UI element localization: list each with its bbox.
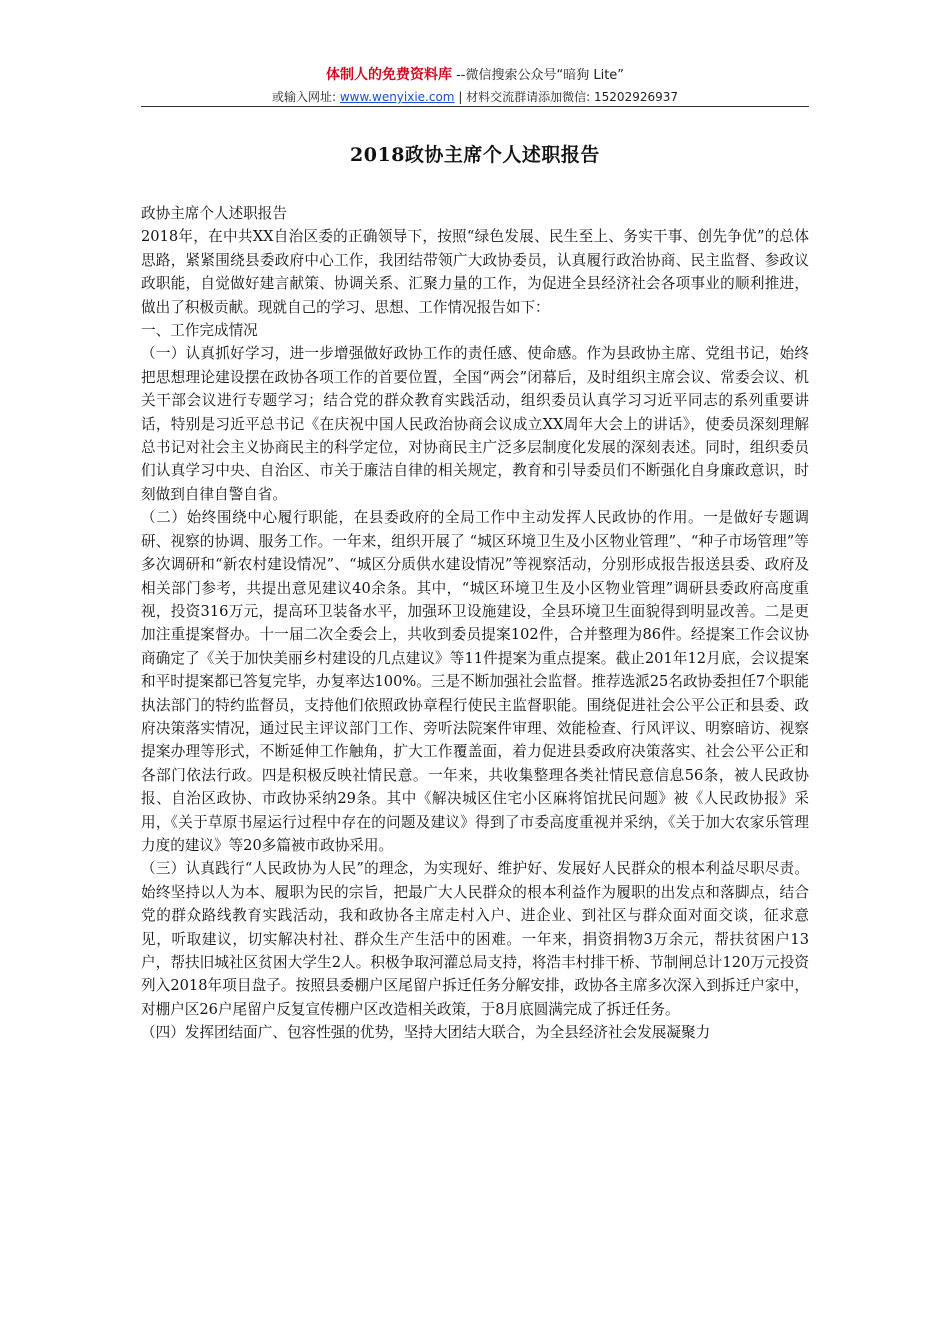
document-title: 2018政协主席个人述职报告: [350, 144, 600, 166]
header-divider: [141, 106, 809, 107]
document-body: [141, 202, 809, 1045]
header-site-link[interactable]: www.wenyixie.com: [339, 90, 455, 104]
section-heading: 一、工作完成情况: [141, 322, 258, 340]
paragraph-item-4: （四）发挥团结面广、包容性强的优势，坚持大团结大联合，为全县经济社会发展凝聚力: [141, 1024, 711, 1042]
watermark-header: [141, 66, 809, 106]
paragraph-intro: 2018年，在中共XX自治区委的正确领导下，按照“绿色发展、民生至上、务实干事、创先争优”的总体思路，紧紧围绕县委政府中心工作，我团结带领广大政协委员，认真履行政治协商、民主监督、参政议政职能，自觉做好建言献策、协调关系、汇聚力量的工作，为促进全县经济社会各项事业的顺利推进，做出了积极贡献。现就自己的学习、思想、工作情况报告如下：: [141, 228, 809, 316]
paragraph-subtitle: 政协主席个人述职报告: [141, 205, 287, 222]
header-line-1: [141, 66, 809, 85]
header-site-prefix: 或输入网址:: [271, 90, 340, 104]
header-line-2: [141, 88, 809, 106]
paragraph-item-2: （二）始终围绕中心履行职能，在县委政府的全局工作中主动发挥人民政协的作用。一是做好专题调研、视察的协调、服务工作。一年来，组织开展了 “城区环境卫生及小区物业管理”、“种子市场管理”等多次调研和“新农村建设情况”、“城区分质供水建设情况”等视察活动，分别形成报告报送县委、政府及相关部门参考，共提出意见建议40余条。其中，“城区环境卫生及小区物业管理”调研县委政府高度重视，投资316万元，提高环卫装备水平，加强环卫设施建设，全县环境卫生面貌得到明显改善。二是更加注重提案督办。十一届二次全委会上，共收到委员提案102件，合并整理为86件。经提案工作会议协商确定了《关于加快美丽乡村建设的几点建议》等11件提案为重点提案。截止201年12月底，会议提案和平时提案都已答复完毕，办复率达100%。三是不断加强社会监督。推荐选派25名政协委担任7个职能执法部门的特约监督员，支持他们依照政协章程行使民主监督职能。围绕促进社会公平公正和县委、政府决策落实情况，通过民主评议部门工作、旁听法院案件审理、效能检查、行风评议、明察暗访、视察提案办理等形式，不断延伸工作触角，扩大工作覆盖面，着力促进县委政府决策落实、社会公平公正和各部门依法行政。四是积极反映社情民意。一年来，共收集整理各类社情民意信息56条，被人民政协报、自治区政协、市政协采纳29条。其中《解决城区住宅小区麻将馆扰民问题》被《人民政协报》采用，《关于草原书屋运行过程中存在的问题及建议》得到了市委高度重视并采纳，《关于加大农家乐管理力度的建议》等20多篇被市政协采用。: [141, 509, 809, 854]
paragraph-item-3: （三）认真践行“人民政协为人民”的理念，为实现好、维护好、发展好人民群众的根本利益尽职尽责。始终坚持以人为本、履职为民的宗旨，把最广大人民群众的根本利益作为履职的出发点和落脚点，结合党的群众路线教育实践活动，我和政协各主席走村入户、进企业、到社区与群众面对面交谈，征求意见，听取建议，切实解决村社、群众生产生活中的困难。一年来，捐资捐物3万余元，帮扶贫困户13户，帮扶旧城社区贫困大学生2人。积极争取河灌总局支持，将浩丰村排干桥、节制闸总计120万元投资列入2018年项目盘子。按照县委棚户区尾留户拆迁任务分解安排，政协各主席多次深入到拆迁户家中，对棚户区26户尾留户反复宣传棚户区改造相关政策，于8月底圆满完成了拆迁任务。: [141, 860, 809, 1018]
header-contact: | 材料交流群请添加微信: 15202926937: [454, 90, 679, 104]
header-brand: 体制人的免费资料库: [325, 67, 452, 83]
paragraph-item-1: （一）认真抓好学习，进一步增强做好政协工作的责任感、使命感。作为县政协主席、党组书记，始终把思想理论建设摆在政协各项工作的首要位置，全国“两会”闭幕后，及时组织主席会议、常委会议、机关干部会议进行专题学习；结合党的群众教育实践活动，组织委员认真学习习近平同志的系列重要讲话，特别是习近平总书记《在庆祝中国人民政治协商会议成立XX周年大会上的讲话》，使委员深刻理解总书记对社会主义协商民主的科学定位，对协商民主广泛多层制度化发展的深刻表述。同时，组织委员们认真学习中央、自治区、市关于廉洁自律的相关规定，教育和引导委员们不断强化自身廉政意识，时刻做到自律自警自省。: [141, 345, 809, 503]
header-subtitle: --微信搜索公众号“暗狗 Lite”: [451, 68, 625, 83]
